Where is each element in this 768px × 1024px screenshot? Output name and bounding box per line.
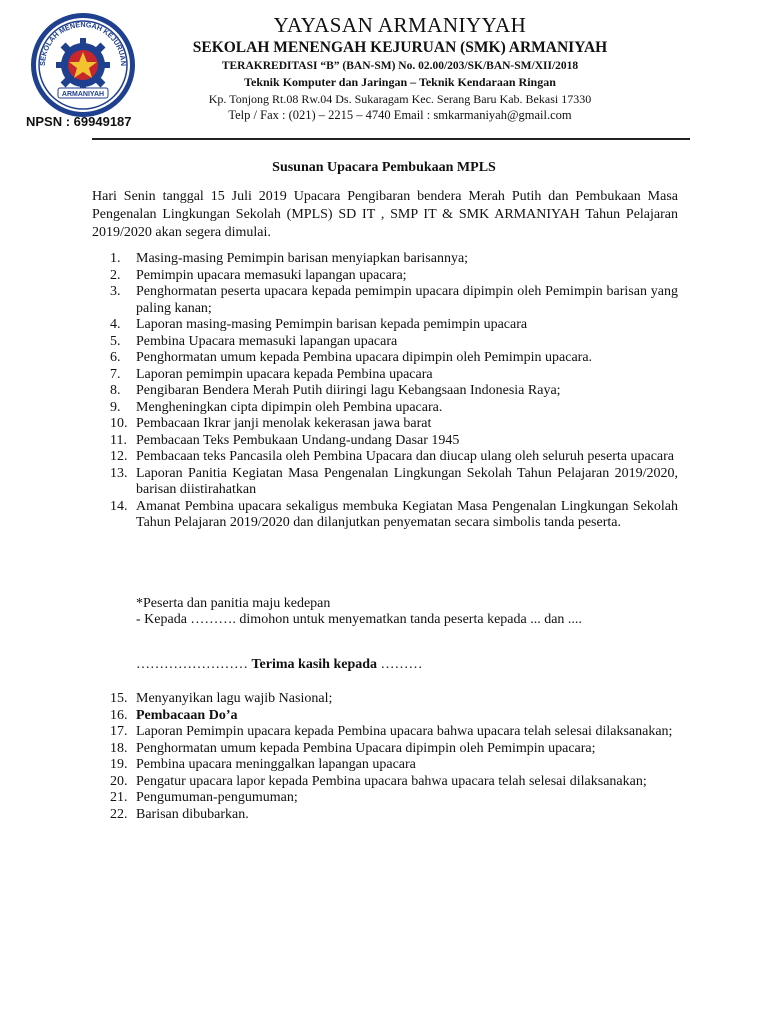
list-item [110,433,678,450]
item-text: Pengibaran Bendera Merah Putih diiringi lagu Kebangsaan Indonesia Raya; [136,383,561,398]
list-item [110,367,678,384]
item-text: Masing-masing Pemimpin barisan menyiapkan barisannya; [136,251,469,266]
item-number: 11. [110,432,127,448]
item-number: 17. [110,724,128,739]
item-number: 2. [110,267,121,283]
list-item [110,268,678,285]
logo-text-bottom: ARMANIYAH [61,91,105,98]
item-text: Laporan Panitia Kegiatan Masa Pengenalan Lingkungan Sekolah Tahun Pelajaran 2019/2020, barisan diistirahatkan [136,465,678,497]
list-item [110,317,678,334]
item-number: 22. [110,806,128,822]
list-item [110,774,678,791]
item-number: 6. [110,350,121,365]
item-text: Menyanyikan lagu wajib Nasional; [136,691,333,706]
item-number: 10. [110,416,128,431]
item-text: Pemimpin upacara memasuki lapangan upacara; [136,267,407,283]
item-number: 8. [110,383,121,398]
list-item [110,708,678,725]
intro-paragraph: Hari Senin tanggal 15 Juli 2019 Upacara Pengibaran bendera Merah Putih dan Pembukaan Masa Pengenalan Lingkungan Sekolah (MPLS) SD IT , SMP IT & SMK ARMANIYAH Tahun Pelajaran 2019/2020 akan segera dimulai. [92,189,678,240]
item-text: Pembina upacara meninggalkan lapangan upacara [136,757,416,772]
list-item [110,400,678,417]
note-participants: *Peserta dan panitia maju kedepan [136,596,331,611]
item-number: 18. [110,740,128,756]
letterhead [150,12,650,124]
list-item [110,284,678,317]
school-name: SEKOLAH MENENGAH KEJURUAN (SMK) ARMANIYAH [192,39,608,56]
list-item [110,741,678,758]
item-number: 9. [110,399,121,415]
item-text: Amanat Pembina upacara sekaligus membuka Kegiatan Masa Pengenalan Lingkungan Sekolah Tahun Pelajaran 2019/2020 dan dilanjutkan penyematan secara simbolis tanda peserta. [136,498,678,530]
ceremony-list-part-2 [110,691,678,823]
item-text: Pembacaan Teks Pembukaan Undang-undang Dasar 1945 [136,432,460,448]
item-text: Pembacaan Do’a [136,707,238,723]
list-item [110,334,678,351]
item-number: 15. [110,691,128,706]
list-item [110,790,678,807]
item-number: 20. [110,773,128,789]
list-item [110,251,678,268]
list-item [110,383,678,400]
item-text: Penghormatan umum kepada Pembina upacara dipimpin oleh Pemimpin upacara. [136,350,593,365]
thanks-dots-right: ……… [380,657,423,672]
list-item [110,350,678,367]
foundation-name: YAYASAN ARMANIYYAH [273,13,527,37]
item-text: Pengatur upacara lapor kepada Pembina upacara bahwa upacara telah selesai dilaksanakan; [136,773,647,789]
item-text: Penghormatan umum kepada Pembina Upacara dipimpin oleh Pemimpin upacara; [136,740,596,756]
list-item [110,499,678,532]
accreditation: TERAKREDITASI “B” (BAN-SM) No. 02.00/203/SK/BAN-SM/XII/2018 [221,60,579,72]
item-number: 7. [110,366,121,382]
item-number: 3. [110,284,121,299]
item-number: 13. [110,465,128,481]
header-divider [92,138,690,140]
item-number: 12. [110,449,128,464]
list-item [110,807,678,824]
item-text: Laporan pemimpin upacara kepada Pembina upacara [136,366,433,382]
address: Kp. Tonjong Rt.08 Rw.04 Ds. Sukaragam Kec. Serang Baru Kab. Bekasi 17330 [208,92,592,106]
item-number: 4. [110,317,121,332]
item-text: Pembacaan Ikrar janji menolak kekerasan jawa barat [136,416,432,431]
npsn: NPSN : 69949187 [26,114,132,129]
item-text: Pembina Upacara memasuki lapangan upacara [136,333,398,349]
item-number: 14. [110,498,128,514]
item-number: 1. [110,251,121,266]
logo-text-top: SEKOLAH MENENGAH KEJURUAN [37,19,129,67]
thanks-line [136,657,423,673]
thanks-dots-left: …………………… [136,657,248,672]
gear-icon [56,38,110,92]
school-logo [28,10,138,120]
list-item [110,449,678,466]
list-item [110,466,678,499]
ceremony-list-part-1 [110,251,678,532]
item-text: Laporan Pemimpin upacara kepada Pembina upacara bahwa upacara telah selesai dilaksanakan; [136,724,673,739]
list-item [110,416,678,433]
item-number: 21. [110,790,128,805]
item-text: Pembacaan teks Pancasila oleh Pembina Upacara dan diucap ulang oleh seluruh peserta upacara [136,449,675,464]
item-text: Barisan dibubarkan. [136,806,249,822]
contact: Telp / Fax : (021) – 2215 – 4740 Email : smkarmaniyah@gmail.com [228,108,572,122]
item-text: Mengheningkan cipta dipimpin oleh Pembina upacara. [136,399,443,415]
item-number: 5. [110,333,121,349]
item-text: Penghormatan peserta upacara kepada pemimpin upacara dipimpin oleh Pemimpin barisan yang paling kanan; [136,284,678,316]
list-item [110,691,678,708]
item-number: 19. [110,757,128,772]
list-item [110,757,678,774]
majors: Teknik Komputer dan Jaringan – Teknik Kendaraan Ringan [244,75,556,89]
item-number: 16. [110,707,128,723]
list-item [110,724,678,741]
item-text: Pengumuman-pengumuman; [136,790,298,805]
page-title: Susunan Upacara Pembukaan MPLS [272,160,496,175]
thanks-text: Terima kasih kepada [251,657,378,672]
note-pinning: - Kepada ………. dimohon untuk menyematkan tanda peserta kepada ... dan .... [136,612,582,627]
item-text: Laporan masing-masing Pemimpin barisan kepada pemimpin upacara [136,317,528,332]
